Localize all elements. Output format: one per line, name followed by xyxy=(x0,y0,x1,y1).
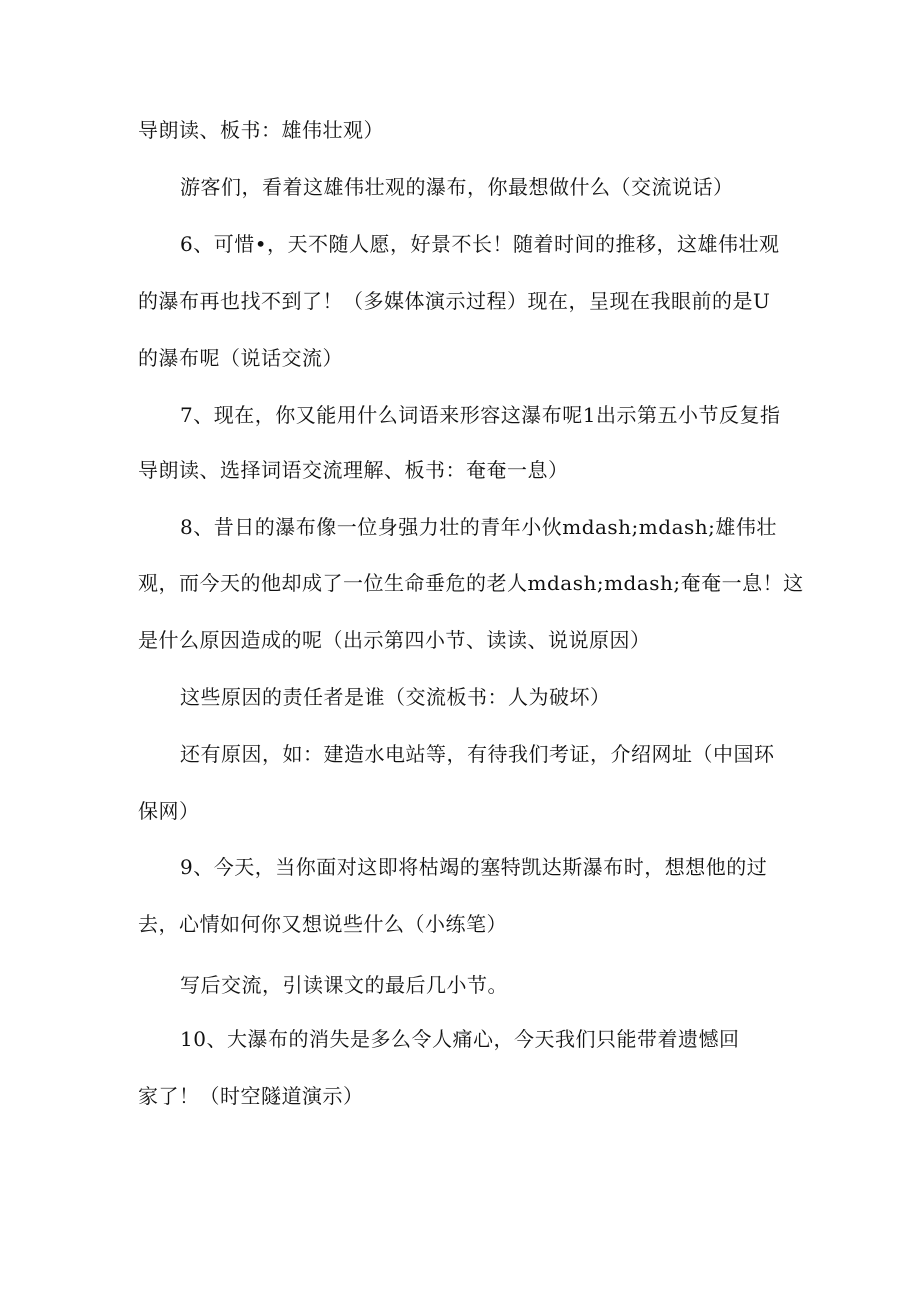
text-line: 6、可惜•，天不随人愿，好景不长！随着时间的推移，这雄伟壮观 xyxy=(180,232,780,256)
text-line: 10、大瀑布的消失是多么令人痛心，今天我们只能带着遗憾回 xyxy=(180,1027,740,1051)
text-line: 7、现在，你又能用什么词语来形容这瀑布呢1出示第五小节反复指 xyxy=(180,403,781,427)
text-line: 去，心情如何你又想说些什么（小练笔） xyxy=(138,912,507,936)
text-line: 观，而今天的他却成了一位生命垂危的老人mdash;mdash;奄奄一息！这 xyxy=(138,571,804,595)
text-line: 游客们，看着这雄伟壮观的瀑布，你最想做什么（交流说话） xyxy=(180,175,734,199)
text-line: 是什么原因造成的呢（出示第四小节、读读、说说原因） xyxy=(138,628,651,652)
text-line: 保网） xyxy=(138,799,200,823)
text-line: 的瀑布再也找不到了！（多媒体演示过程）现在，呈现在我眼前的是U xyxy=(138,289,771,313)
text-line: 写后交流，引读课文的最后几小节。 xyxy=(180,973,508,997)
text-line: 导朗读、板书：雄伟壮观） xyxy=(138,118,384,142)
text-line: 还有原因，如：建造水电站等，有待我们考证，介绍网址（中国环 xyxy=(180,742,775,766)
text-line: 9、今天，当你面对这即将枯竭的塞特凯达斯瀑布时，想想他的过 xyxy=(180,855,768,879)
text-line: 的瀑布呢（说话交流） xyxy=(138,346,343,370)
text-line: 8、昔日的瀑布像一位身强力壮的青年小伙mdash;mdash;雄伟壮 xyxy=(180,515,777,539)
text-line: 家了！（时空隧道演示） xyxy=(138,1084,364,1108)
text-line: 导朗读、选择词语交流理解、板书：奄奄一息） xyxy=(138,458,569,482)
text-line: 这些原因的责任者是谁（交流板书：人为破坏） xyxy=(180,685,611,709)
